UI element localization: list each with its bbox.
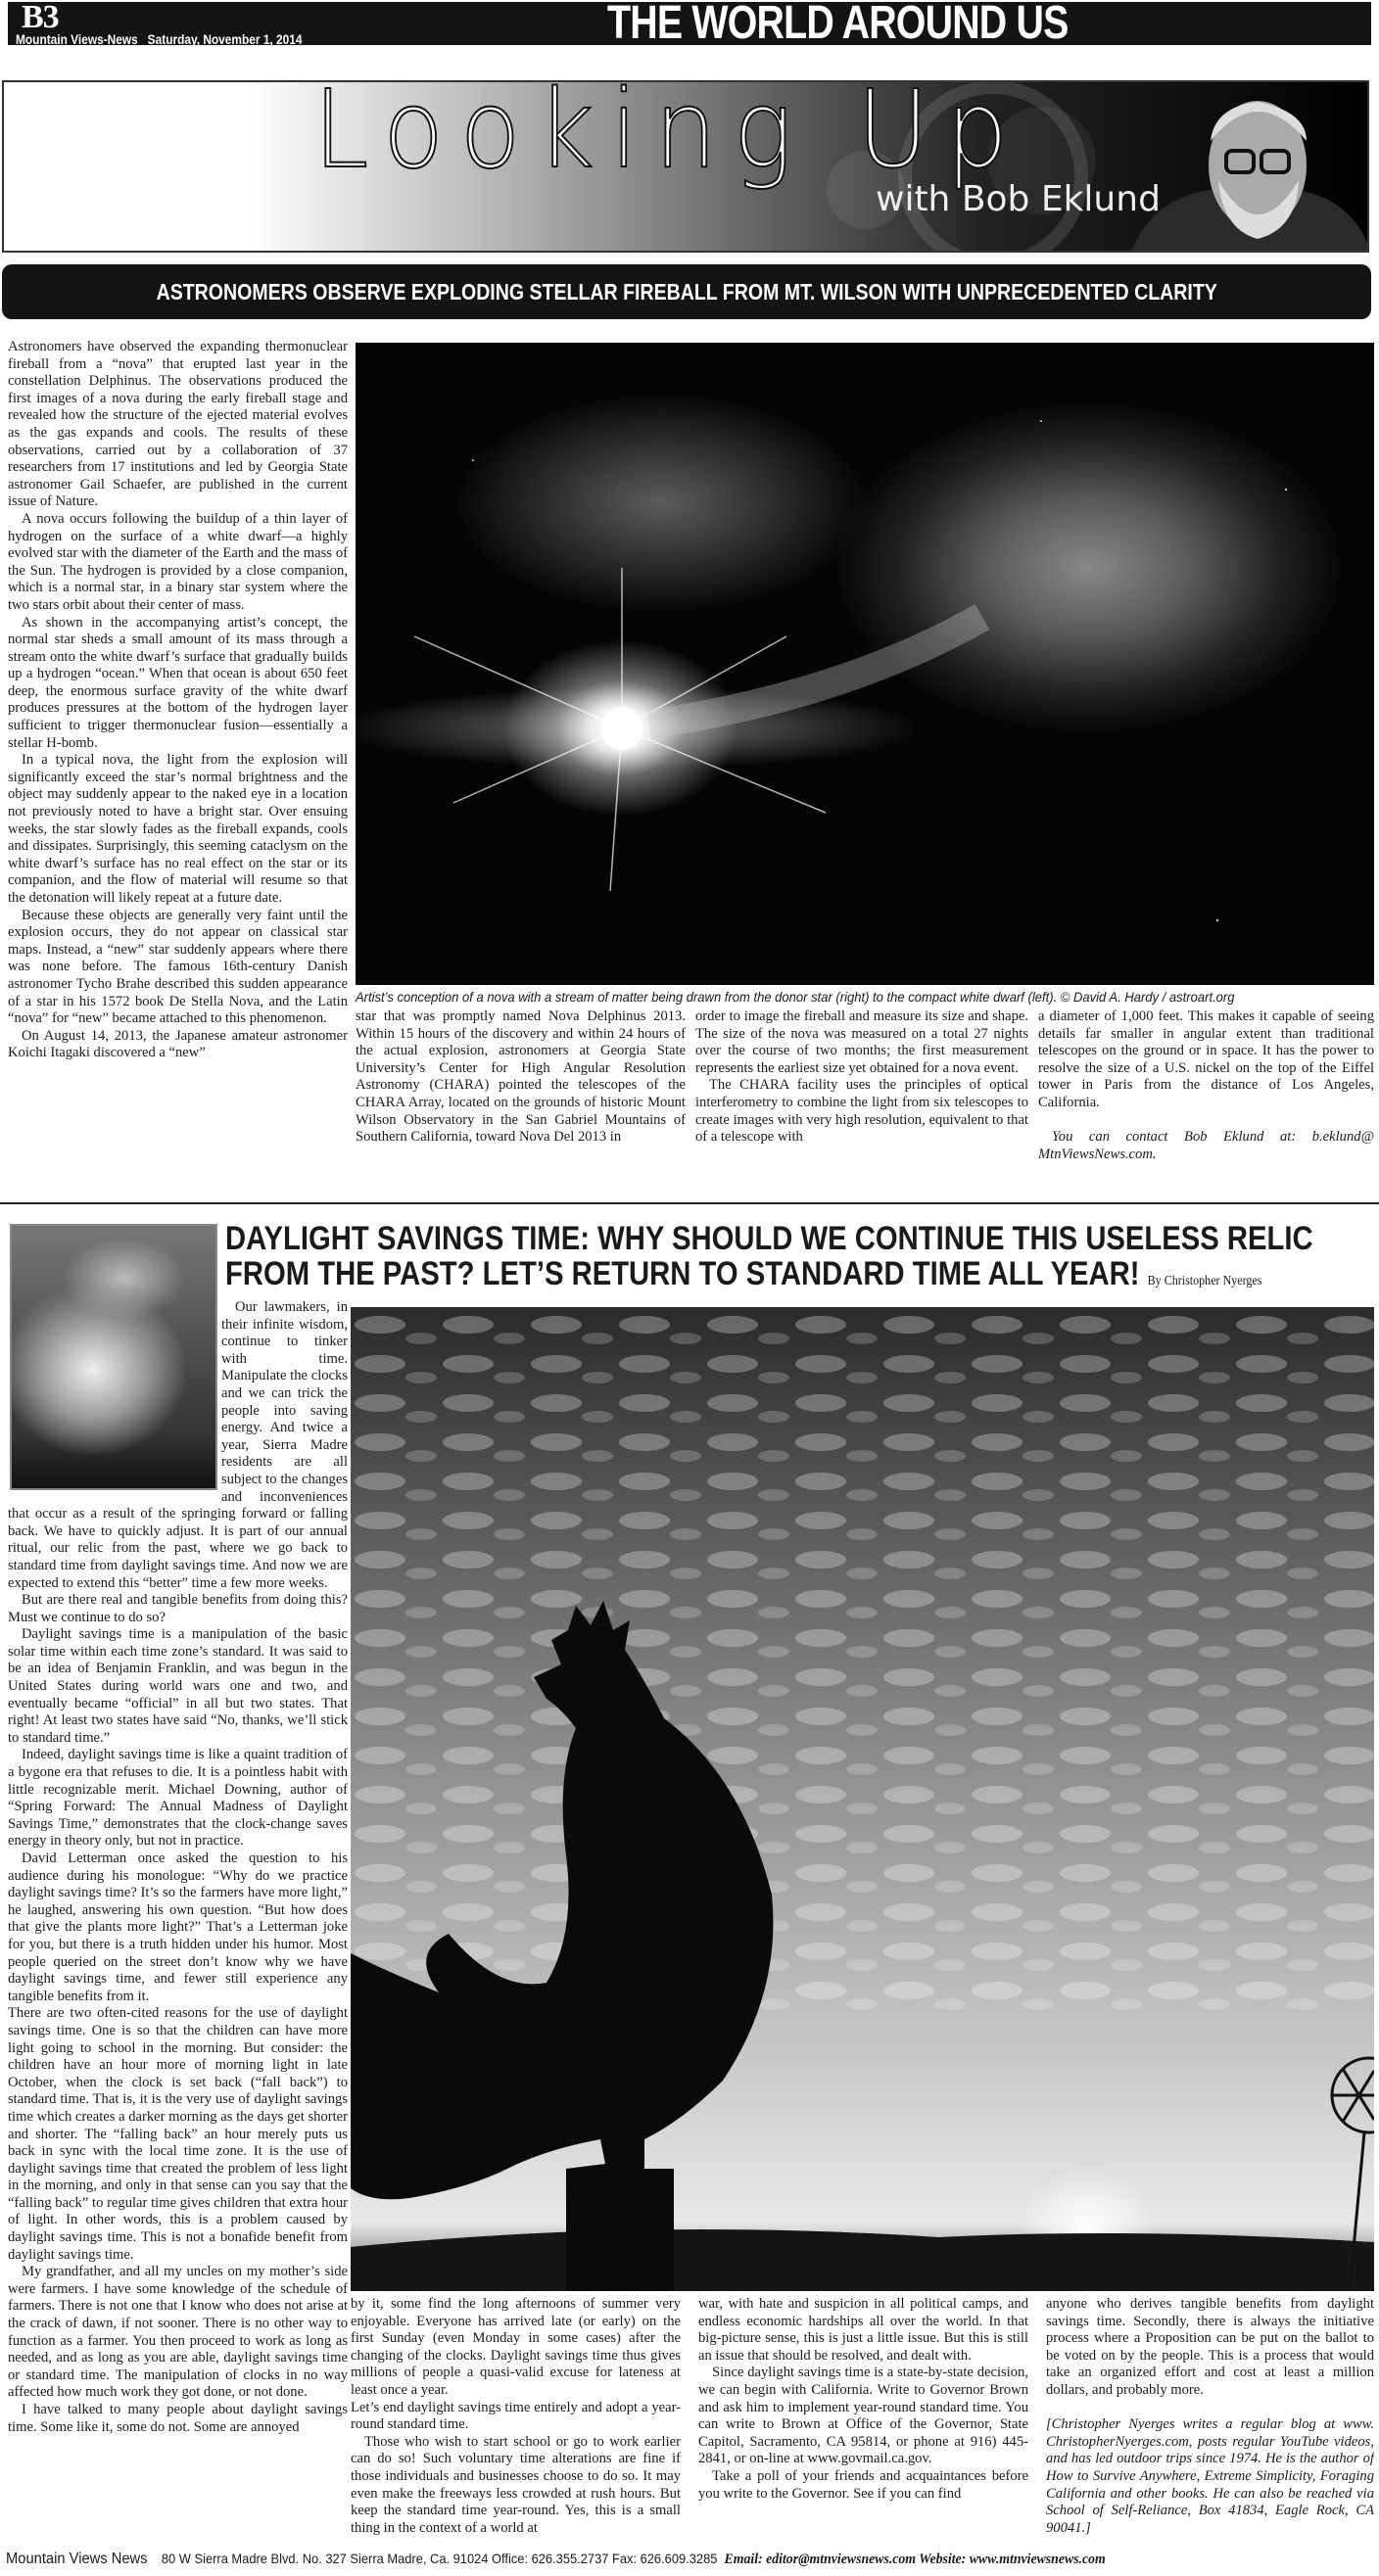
dst-title: DAYLIGHT SAVINGS TIME: WHY SHOULD WE CONTINUE THIS USELESS RELIC FROM THE PAST? LET’S RETURN TO STANDARD TIME ALL YEAR!	[225, 1220, 1313, 1292]
paragraph: Since daylight savings time is a state-by-state decision, we can begin with California. Write to Governor Brown and ask him to implement year-round standard time. You can write to Brown at Office of the Governor, State Capitol, Sacramento, CA 95814, or phone at 916) 445-2841, or on-line at www.govmail.ca.gov.	[698, 2365, 1028, 2467]
paragraph: But are there real and tangible benefits from doing this? Must we continue to do so?	[8, 1592, 348, 1625]
rooster-silhouette-art	[351, 1307, 1374, 2291]
author-portrait	[1130, 101, 1369, 253]
dst-byline: By Christopher Nyerges	[1147, 1274, 1262, 1288]
page-footer	[6, 2551, 1267, 2568]
paragraph: Let’s end daylight savings time entirely and adopt a year-round standard time.	[351, 2399, 681, 2433]
nova-caption: Artist’s conception of a nova with a stream of matter being drawn from the donor star (right) to the compact white dwarf (left). © David A. Hardy / astroart.org	[356, 989, 1235, 1005]
dst-column-3	[698, 2296, 1028, 2543]
column-banner	[2, 80, 1369, 253]
paragraph: David Letterman once asked the question to his audience during his monologue: “Why do we practice daylight savings time? It’s so the farmers have more light,” he laughed, answering his own question. “But how does that give the plants more light?” That’s a Letterman joke for you, but there is a truth hidden under his humor. Most people queried on the street don’t know why we have daylight savings time, and fewer still experience any tangible benefits from it.	[8, 1850, 348, 2004]
paragraph: My grandfather, and all my uncles on my mother’s side were farmers. I have some knowledge of the schedule of farmers. There is not one that I know who does not arise at the crack of dawn, if not sooner. There is no other way to function as a farmer. You then proceed to work as long as needed, and as long as you are able, daylight savings time or standard time. The manipulation of clocks in no way affected how much work they got done, or not done.	[8, 2264, 348, 2401]
paragraph: On August 14, 2013, the Japanese amateur astronomer Koichi Itagaki discovered a “new”	[8, 1027, 348, 1061]
paragraph: order to image the fireball and measure its size and shape. The size of the nova was measured on a total 27 nights over the course of two months; the first measurement represents the earliest size yet obtained for a nova event.	[695, 1008, 1028, 1076]
paragraph: As shown in the accompanying artist’s concept, the normal star sheds a small amount of its mass through a stream onto the white dwarf’s surface that gradually builds up a hydrogen “ocean.” When that ocean is about 650 feet deep, the enormous surface gravity of the white dwarf produces pressures at the bottom of the hydrogen layer sufficient to trigger thermonuclear fusion—essentially a stellar H-bomb.	[8, 614, 348, 751]
page-number: B3	[22, 0, 59, 35]
paragraph: The CHARA facility uses the principles of optical interferometry to combine the light from six telescopes to create images with very high resolution, equivalent to that of a telescope with	[695, 1077, 1028, 1146]
paragraph: by it, some find the long afternoons of summer very enjoyable. Everyone has arrived late (or early) on the first Sunday (even Monday in some cases) after the changing of the clocks. Daylight savings time thus gives millions of people a quasi-valid excuse for lateness at least once a year.	[351, 2296, 681, 2398]
page-header	[8, 0, 1371, 49]
paragraph: a diameter of 1,000 feet. This makes it capable of seeing details far smaller in angular extent than traditional telescopes on the ground or in space. It has the power to resolve the size of a U.S. nickel on the top of the Eiffel tower in Paris from the distance of Los Angeles, California.	[1038, 1008, 1374, 1110]
footer-address: 80 W Sierra Madre Blvd. No. 327 Sierra Madre, Ca. 91024 Office: 626.355.2737 Fax: 626.609.3285	[161, 2551, 718, 2566]
paragraph: Take a poll of your friends and acquaintances before you write to the Governor. See if you can find	[698, 2467, 1028, 2502]
paragraph: Astronomers have observed the expanding thermonuclear fireball from a “nova” that erupted last year in the constellation Delphinus. The observations produced the first images of a nova during the early fireball stage and revealed how the structure of the ejected material evolves as the gas expands and cools. The results of these observations, carried out by a collaboration of 37 researchers from 17 institutions and led by Georgia State astronomer Gail Schaefer, are published in the current issue of Nature.	[8, 339, 348, 510]
paragraph: war, with hate and suspicion in all political camps, and endless economic hardships all over the world. In that big-picture sense, this is just a little issue. But this is still an issue that should be resolved, and dealt with.	[698, 2296, 1028, 2364]
paragraph: I have talked to many people about daylight savings time. Some like it, some do not. Some are annoyed	[8, 2402, 348, 2435]
dst-column-2	[351, 2296, 681, 2543]
banner-subtitle: with Bob Eklund	[876, 179, 1161, 219]
banner-title: Looking Up	[313, 80, 1025, 192]
section-divider	[0, 1202, 1379, 1204]
nova-headline: ASTRONOMERS OBSERVE EXPLODING STELLAR FIREBALL FROM MT. WILSON WITH UNPRECEDENTED CLARITY	[156, 279, 1217, 304]
dst-column-1	[8, 1299, 348, 2545]
nova-column-2	[356, 1008, 686, 1185]
rooster-photo	[351, 1307, 1374, 2291]
paragraph: In a typical nova, the light from the explosion will significantly exceed the star’s normal brightness and the object may suddenly appear to the naked eye in a location not previously noted to have a bright star. Over ensuing weeks, the star slowly fades as the fireball expands, cools and dissipates. Surprisingly, this seeming cataclysm on the white dwarf’s surface has no real effect on the star or its companion, and the flow of material will resume so that the detonation will likely repeat at a future date.	[8, 752, 348, 906]
paragraph: anyone who derives tangible benefits from daylight savings time. Secondly, there is always the initiative process where a Proposition can be put on the ballot to be voted on by the people. This is a process that would take an organized effort and cost at least a million dollars, and probably more.	[1046, 2296, 1374, 2398]
paragraph: star that was promptly named Nova Delphinus 2013. Within 15 hours of the discovery and within 24 hours of the actual explosion, astronomers at Georgia State University’s Center for High Angular Resolution Astronomy (CHARA) pointed the telescopes of the CHARA Array, located on the grounds of historic Mount Wilson Observatory in the San Gabriel Mountains of Southern California, toward Nova Del 2013 in	[356, 1008, 686, 1146]
section-title: THE WORLD AROUND US	[607, 0, 1069, 49]
dst-headline	[225, 1221, 1376, 1291]
nova-headline-bar	[2, 264, 1371, 319]
nova-illustration	[356, 343, 1374, 985]
footer-paper-name: Mountain Views News	[6, 2551, 148, 2567]
paragraph: Indeed, daylight savings time is like a quaint tradition of a bygone era that refuses to die. It is a pointless habit with little recognizable merit. Michael Downing, author of “Spring Forward: The Annual Madness of Daylight Savings Time,” demonstrates that the clock-change saves energy in theory only, but not in practice.	[8, 1747, 348, 1850]
author-contact: You can contact Bob Eklund at: b.eklund@ MtnViewsNews.com.	[1038, 1129, 1374, 1162]
paragraph: A nova occurs following the buildup of a thin layer of hydrogen on the surface of a white dwarf—a highly evolved star with the diameter of the Earth and the mass of the Sun. The hydrogen is provided by a close companion, which is a normal star, in a binary star system where the two stars orbit about their center of mass.	[8, 510, 348, 613]
photo-spacer	[8, 1299, 221, 1493]
masthead-date: Mountain Views-News Saturday, November 1, 2014	[16, 31, 303, 47]
nova-column-3	[695, 1008, 1028, 1185]
dst-column-4	[1046, 2296, 1374, 2543]
nova-column-1	[8, 339, 348, 1189]
paragraph: There are two often-cited reasons for the use of daylight savings time. One is so that the children can have more light going to school in the morning. But consider: the children have an hour more of morning light in late October, when the clock is set back (“fall back”) to standard time. That is, it is the very use of daylight savings time which creates a darker morning as the days get shorter and shorter. The “falling back” an hour merely puts us back in sync with the local time zone. It is the use of daylight savings time that created the problem of less light in the morning, and only in that sense can you say that the “falling back” to regular time gives children that extra hour of light. In other words, this is a problem caused by daylight savings time. This is not a bonafide benefit from daylight savings time.	[8, 2005, 348, 2263]
footer-contact: Email: editor@mtnviewsnews.com Website: www.mtnviewsnews.com	[724, 2552, 1106, 2567]
paragraph: Because these objects are generally very faint until the explosion occurs, they do not appear on classical star maps. Instead, a “new” star suddenly appears where there was none before. The famous 16th-century Danish astronomer Tycho Brahe described this sudden appearance of a star in his 1572 book De Stella Nova, and the Latin “nova” for “new” became attached to this phenomenon.	[8, 907, 348, 1027]
nova-column-4	[1038, 1008, 1374, 1185]
paragraph: Our lawmakers, in their infinite wisdom, continue to tinker with time. Manipulate the clocks and we can trick the people into saving energy. And twice a year, Sierra Madre residents are all subject to the changes and inconveniences that occur as a result of the springing forward or falling back. We have to quickly adjust. It is part of our annual ritual, our relic from the past, where we go back to standard time from daylight savings time. And now we are expected to extend this “better” time a few more weeks.	[8, 1299, 348, 1591]
paragraph: Daylight savings time is a manipulation of the basic solar time within each time zone’s standard. It was said to be an idea of Benjamin Franklin, and was begun in the United States during world wars one and two, and eventually became “official” in all but two states. That right! At least two states have said “No, thanks, we’ll stick to standard time.”	[8, 1626, 348, 1746]
paragraph: Those who wish to start school or go to work earlier can do so! Such voluntary time alterations are fine if those individuals and businesses choose to do so. It may even make the freeways less crowded at rush hours. But keep the standard time year-round. Yes, this is a small thing in the context of a world at	[351, 2433, 681, 2536]
author-bio: [Christopher Nyerges writes a regular blog at www. ChristopherNyerges.com, posts regular YouTube videos, and has led outdoor trips since 1974. He is the author of How to Survive Anywhere, Extreme Simplicity, Foraging California and other books. He can also be reached via School of Self-Reliance, Box 41834, Eagle Rock, CA 90041.]	[1046, 2416, 1374, 2536]
nova-art	[356, 343, 1374, 985]
